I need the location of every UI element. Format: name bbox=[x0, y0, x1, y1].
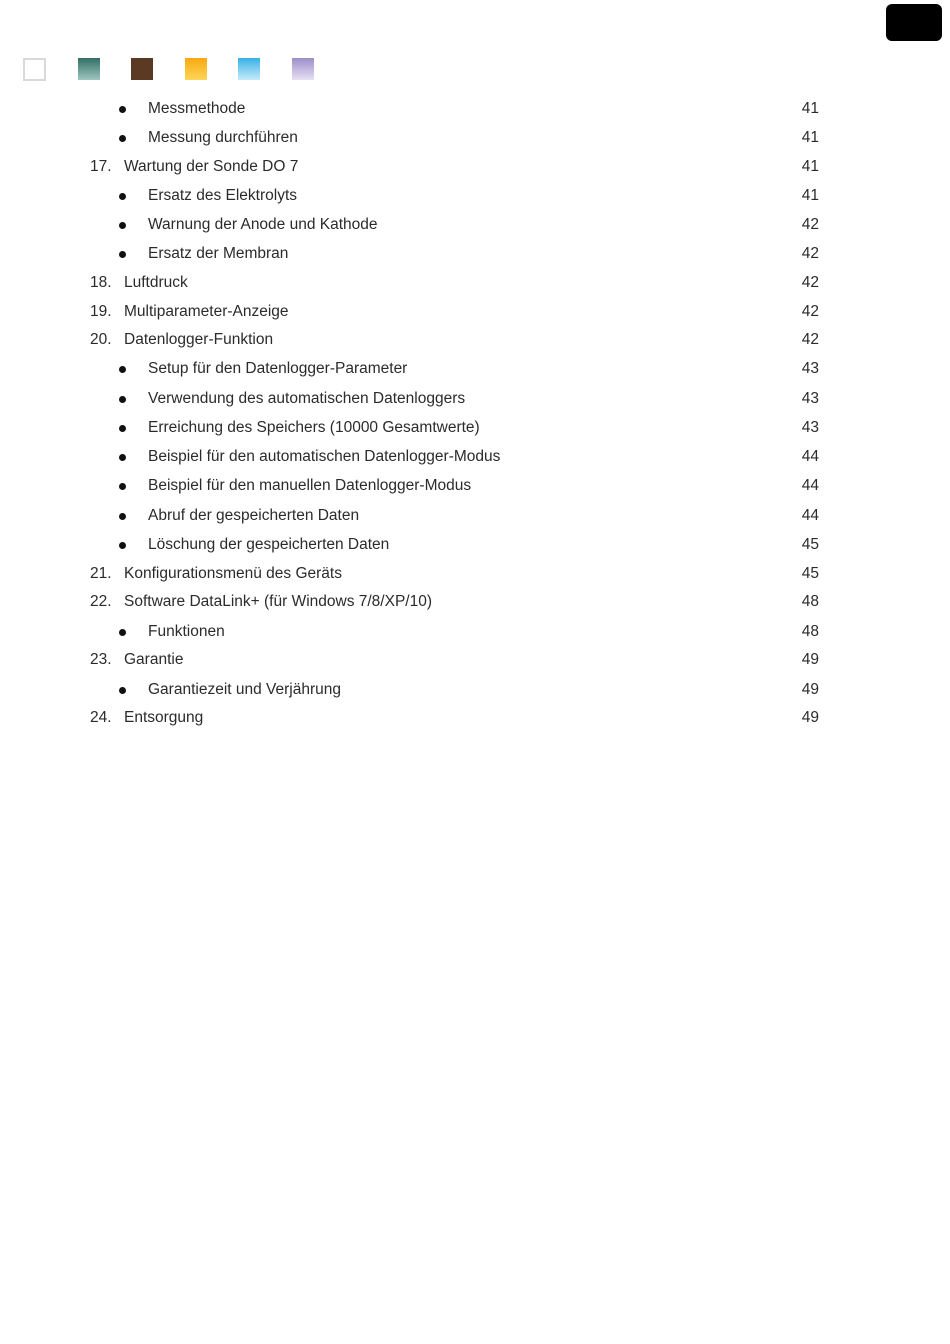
toc-entry-number: 24. bbox=[90, 709, 112, 726]
toc-entry bbox=[0, 212, 950, 238]
toc-entry bbox=[0, 386, 950, 412]
toc-entry-title: Abruf der gespeicherten Daten bbox=[148, 507, 360, 524]
toc-entry-title: Erreichung des Speichers (10000 Gesamtwerte) bbox=[148, 419, 480, 436]
toc-entry-number: 22. bbox=[90, 593, 112, 610]
toc-entry-title: Beispiel für den manuellen Datenlogger-Modus bbox=[148, 477, 472, 494]
toc-entry bbox=[0, 473, 950, 499]
bullet-icon bbox=[119, 542, 126, 549]
toc-entry-title: Setup für den Datenlogger-Parameter bbox=[148, 360, 408, 377]
color-swatch-blue bbox=[238, 58, 260, 80]
bullet-icon bbox=[119, 135, 126, 142]
toc-entry-title: Luftdruck bbox=[124, 274, 188, 291]
bullet-icon bbox=[119, 425, 126, 432]
bullet-icon bbox=[119, 483, 126, 490]
toc-entry-number: 20. bbox=[90, 331, 112, 348]
toc-entry bbox=[0, 619, 950, 645]
toc-entry-title: Funktionen bbox=[148, 623, 225, 640]
toc-entry-page: 48 bbox=[801, 623, 819, 640]
bullet-icon bbox=[119, 629, 126, 636]
toc-entry bbox=[0, 299, 950, 325]
toc-entry-title: Multiparameter-Anzeige bbox=[124, 303, 289, 320]
toc-entry bbox=[0, 270, 950, 296]
toc-entry-title: Verwendung des automatischen Datenloggers bbox=[148, 390, 466, 407]
toc-entry-title: Datenlogger-Funktion bbox=[124, 331, 274, 348]
color-swatch-orange bbox=[185, 58, 207, 80]
toc-entry bbox=[0, 415, 950, 441]
toc-entry-page: 41 bbox=[801, 129, 819, 146]
toc-entry-page: 42 bbox=[801, 216, 819, 233]
toc-entry-number: 17. bbox=[90, 158, 112, 175]
color-swatch-teal bbox=[78, 58, 100, 80]
toc-entry-page: 43 bbox=[801, 360, 819, 377]
color-swatch-purple bbox=[292, 58, 314, 80]
toc-entry-number: 23. bbox=[90, 651, 112, 668]
bullet-icon bbox=[119, 106, 126, 113]
toc-entry bbox=[0, 96, 950, 122]
bullet-icon bbox=[119, 366, 126, 373]
bullet-icon bbox=[119, 513, 126, 520]
bullet-icon bbox=[119, 396, 126, 403]
bullet-icon bbox=[119, 454, 126, 461]
toc-entry-title: Entsorgung bbox=[124, 709, 204, 726]
toc-entry-title: Messung durchführen bbox=[148, 129, 298, 146]
toc-entry bbox=[0, 154, 950, 180]
toc-entry bbox=[0, 589, 950, 615]
toc-entry-title: Ersatz der Membran bbox=[148, 245, 289, 262]
toc-entry-page: 44 bbox=[801, 507, 819, 524]
toc-entry bbox=[0, 647, 950, 673]
toc-entry-page: 48 bbox=[801, 593, 819, 610]
toc-entry-title: Ersatz des Elektrolyts bbox=[148, 187, 298, 204]
toc-entry-page: 41 bbox=[801, 100, 819, 117]
toc-entry bbox=[0, 241, 950, 267]
color-swatch-white bbox=[23, 58, 46, 81]
toc-entry-number: 19. bbox=[90, 303, 112, 320]
toc-entry-page: 41 bbox=[801, 187, 819, 204]
toc-entry-page: 49 bbox=[801, 681, 819, 698]
toc-entry-title: Löschung der gespeicherten Daten bbox=[148, 536, 390, 553]
toc-entry bbox=[0, 561, 950, 587]
toc-entry-page: 44 bbox=[801, 477, 819, 494]
toc-entry-page: 42 bbox=[801, 331, 819, 348]
toc-entry-page: 49 bbox=[801, 651, 819, 668]
toc-entry bbox=[0, 677, 950, 703]
toc-entry-page: 45 bbox=[801, 536, 819, 553]
toc-entry-page: 42 bbox=[801, 245, 819, 262]
toc-entry bbox=[0, 532, 950, 558]
toc-entry-page: 49 bbox=[801, 709, 819, 726]
toc-entry bbox=[0, 705, 950, 731]
toc-entry-title: Wartung der Sonde DO 7 bbox=[124, 158, 299, 175]
toc-entry-page: 42 bbox=[801, 303, 819, 320]
toc-entry-number: 21. bbox=[90, 565, 112, 582]
page-tab-marker bbox=[886, 4, 942, 41]
toc-entry-page: 45 bbox=[801, 565, 819, 582]
toc-entry bbox=[0, 183, 950, 209]
toc-entry-title: Warnung der Anode und Kathode bbox=[148, 216, 378, 233]
toc-entry bbox=[0, 125, 950, 151]
bullet-icon bbox=[119, 251, 126, 258]
toc-entry bbox=[0, 327, 950, 353]
toc-entry-title: Beispiel für den automatischen Datenlogger-Modus bbox=[148, 448, 501, 465]
bullet-icon bbox=[119, 222, 126, 229]
color-swatch-brown bbox=[131, 58, 153, 80]
toc-entry-number: 18. bbox=[90, 274, 112, 291]
bullet-icon bbox=[119, 687, 126, 694]
toc-entry-title: Konfigurationsmenü des Geräts bbox=[124, 565, 342, 582]
toc-entry-title: Garantiezeit und Verjährung bbox=[148, 681, 342, 698]
toc-entry-title: Garantie bbox=[124, 651, 184, 668]
toc-entry-title: Messmethode bbox=[148, 100, 246, 117]
toc-entry-title: Software DataLink+ (für Windows 7/8/XP/10) bbox=[124, 593, 432, 610]
toc-entry-page: 42 bbox=[801, 274, 819, 291]
toc-entry bbox=[0, 356, 950, 382]
toc-entry bbox=[0, 444, 950, 470]
toc-entry-page: 41 bbox=[801, 158, 819, 175]
toc-entry-page: 43 bbox=[801, 419, 819, 436]
toc-entry-page: 43 bbox=[801, 390, 819, 407]
toc-entry-page: 44 bbox=[801, 448, 819, 465]
toc-entry bbox=[0, 503, 950, 529]
bullet-icon bbox=[119, 193, 126, 200]
